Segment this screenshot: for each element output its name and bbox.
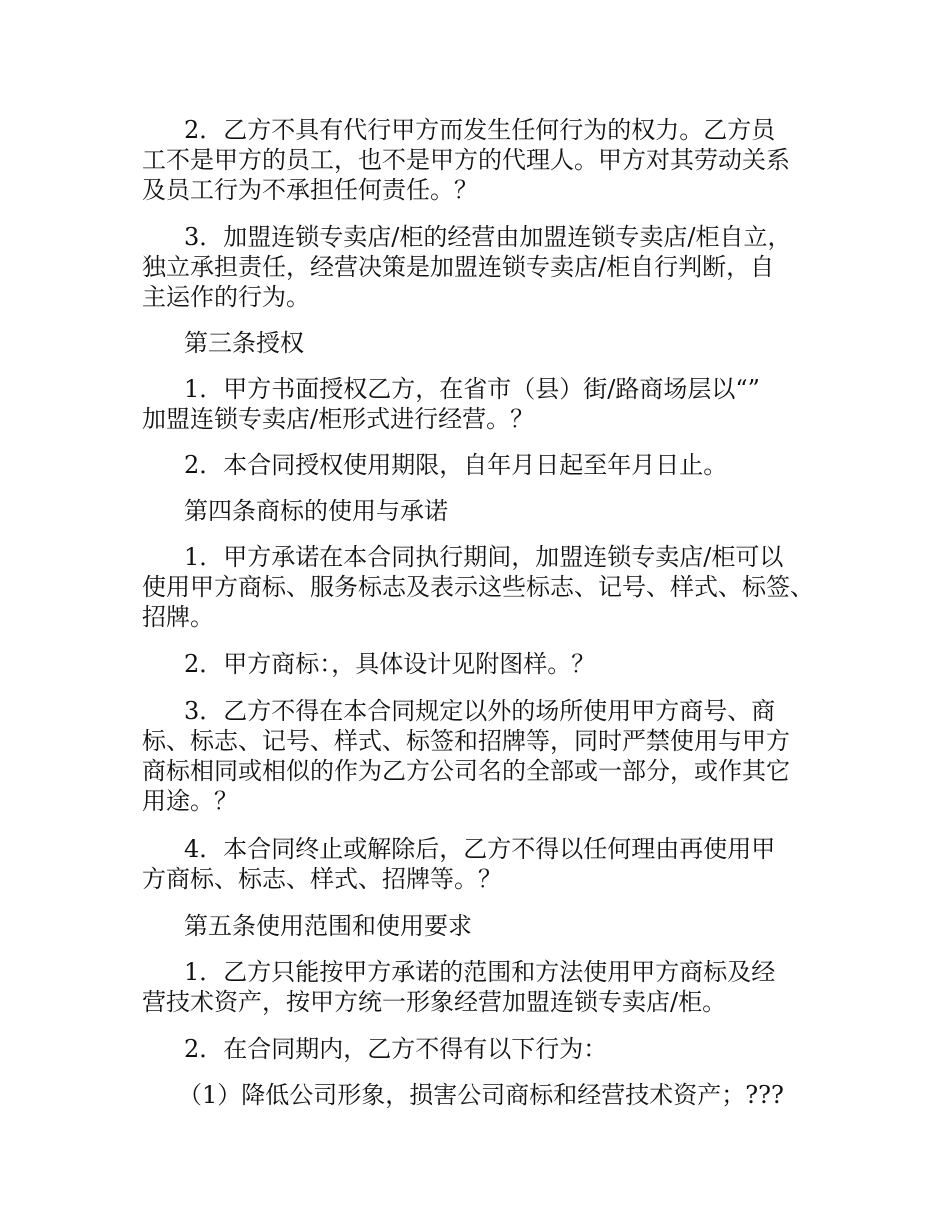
text-line: 2．在合同期内，乙方不得有以下行为： (184, 1035, 608, 1063)
heading-text: 第三条授权 (184, 329, 304, 357)
text-line: 方商标、标志、样式、招牌等。？ (142, 865, 502, 893)
paragraph-independent-operation (142, 222, 842, 312)
text-line: 2．乙方不具有代行甲方而发生任何行为的权力。乙方员 (184, 116, 776, 144)
paragraph-agency (142, 115, 842, 205)
paragraph-trademark-promise (142, 542, 842, 632)
text-line: 商标相同或相似的作为乙方公司名的全部或一部分，或作其它 (142, 757, 790, 785)
text-line: 3．加盟连锁专卖店/柜的经营由加盟连锁专卖店/柜自立， (184, 223, 792, 251)
text-line: 1．甲方书面授权乙方，在省市（县）街/路商场层以“” (184, 375, 760, 403)
paragraph-termination-usage (142, 834, 842, 894)
section-heading-article-4 (142, 496, 842, 526)
section-heading-article-3 (142, 328, 842, 358)
paragraph-usage-scope (142, 957, 842, 1017)
heading-text: 第四条商标的使用与承诺 (184, 497, 448, 525)
text-line: 用途。？ (142, 787, 238, 815)
text-line: 3．乙方不得在本合同规定以外的场所使用甲方商号、商 (184, 697, 776, 725)
text-line: 招牌。 (142, 603, 214, 631)
text-line: 独立承担责任，经营决策是加盟连锁专卖店/柜自行判断，自 (142, 253, 775, 281)
text-line: 2．本合同授权使用期限，自年月日起至年月日止。 (184, 451, 728, 479)
text-line: 加盟连锁专卖店/柜形式进行经营。？ (142, 405, 535, 433)
text-line: 4．本合同终止或解除后，乙方不得以任何理由再使用甲 (184, 835, 776, 863)
paragraph-trademark-restrictions (142, 696, 842, 816)
paragraph-authorization-term (142, 450, 842, 480)
text-line: 工不是甲方的员工，也不是甲方的代理人。甲方对其劳动关系 (142, 146, 790, 174)
text-line: （1）降低公司形象，损害公司商标和经营技术资产；??? (178, 1081, 784, 1109)
paragraph-prohibited-acts (142, 1034, 842, 1064)
text-line: 营技术资产，按甲方统一形象经营加盟连锁专卖店/柜。 (142, 988, 727, 1016)
text-line: 1．乙方只能按甲方承诺的范围和方法使用甲方商标及经 (184, 958, 776, 986)
section-heading-article-5 (142, 911, 842, 941)
list-item-prohibited-1 (142, 1080, 842, 1110)
text-line: 2．甲方商标：，具体设计见附图样。？ (184, 650, 596, 678)
text-line: 及员工行为不承担任何责任。？ (142, 176, 478, 204)
text-line: 1．甲方承诺在本合同执行期间，加盟连锁专卖店/柜可以 (184, 543, 784, 571)
text-line: 标、标志、记号、样式、标签和招牌等，同时严禁使用与甲方 (142, 727, 790, 755)
heading-text: 第五条使用范围和使用要求 (184, 912, 472, 940)
paragraph-trademark-design (142, 649, 842, 679)
text-line: 主运作的行为。 (142, 283, 310, 311)
text-line: 使用甲方商标、服务标志及表示这些标志、记号、样式、标签、 (142, 573, 814, 601)
paragraph-authorization (142, 374, 842, 434)
